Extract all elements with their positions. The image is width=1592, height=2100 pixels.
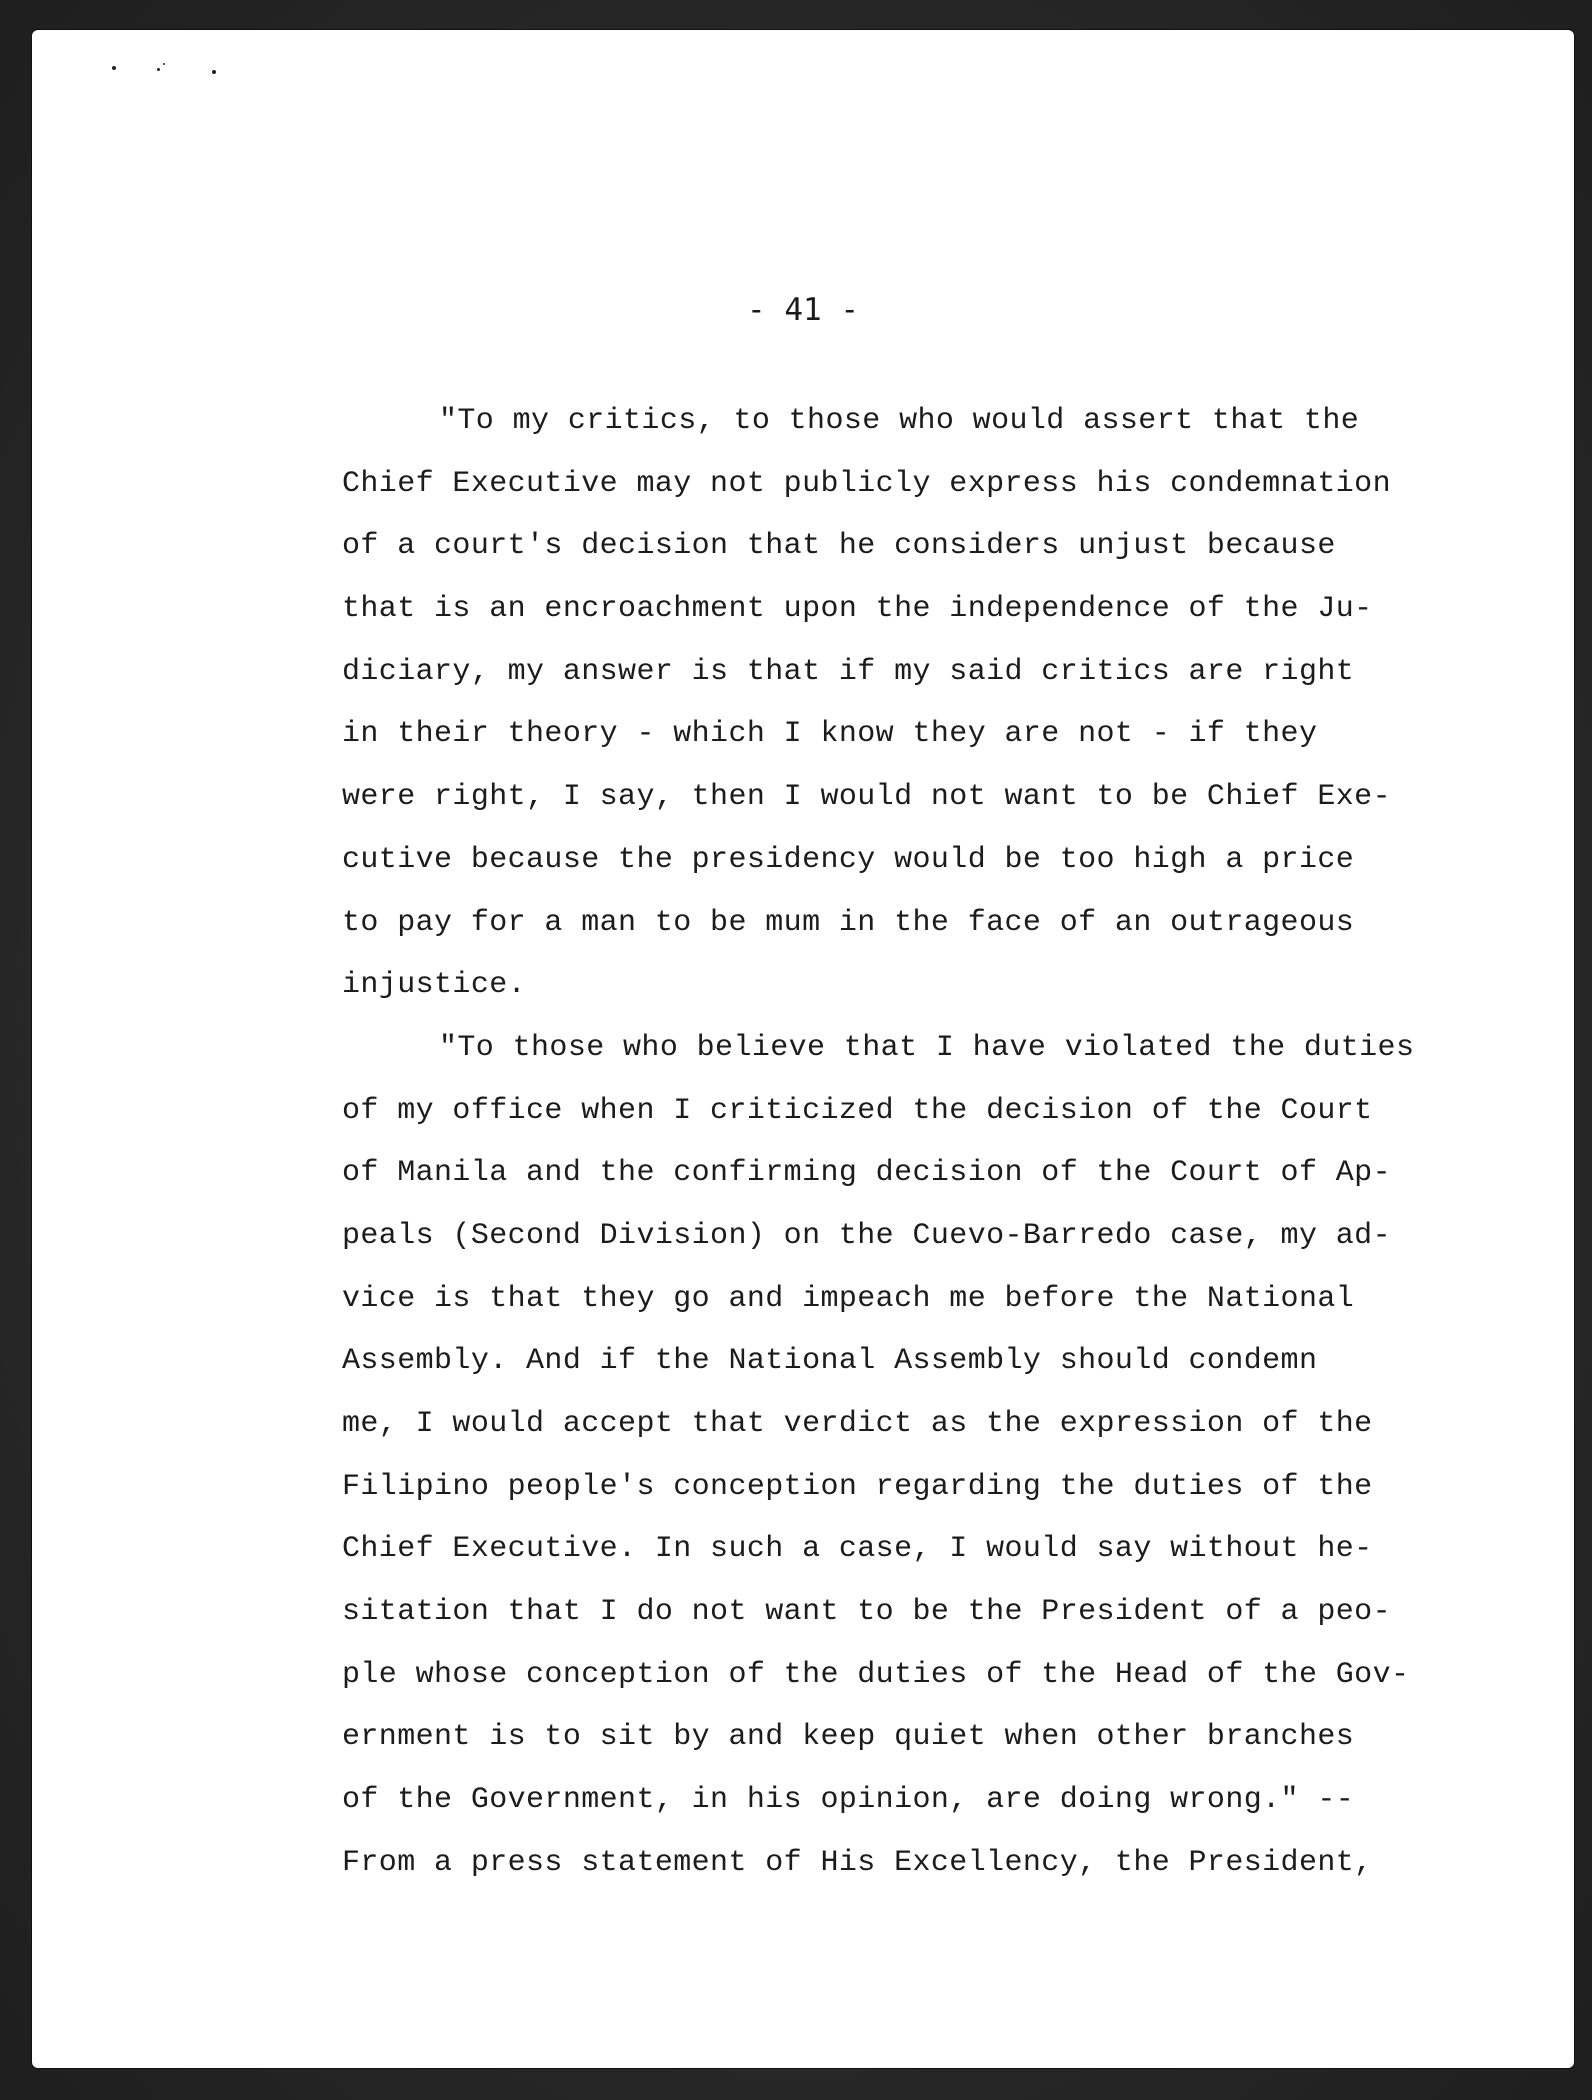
text-line: Filipino people's conception regarding the duties of the bbox=[342, 1469, 1373, 1504]
ink-speck bbox=[157, 68, 160, 71]
text-line: peals (Second Division) on the Cuevo-Barredo case, my ad- bbox=[342, 1218, 1391, 1253]
text-line: of a court's decision that he considers unjust because bbox=[342, 529, 1336, 564]
text-line: diciary, my answer is that if my said critics are right bbox=[342, 654, 1355, 689]
text-line: injustice. bbox=[342, 968, 527, 1003]
text-line: "To my critics, to those who would assert that the bbox=[439, 404, 1360, 438]
text-line: "To those who believe that I have violated the duties bbox=[439, 1030, 1415, 1065]
text-line: were right, I say, then I would not want to be Chief Exe- bbox=[342, 780, 1391, 815]
text-line: From a press statement of His Excellency, the President, bbox=[342, 1845, 1373, 1880]
text-line: vice is that they go and impeach me before the National bbox=[342, 1281, 1355, 1316]
text-line: Chief Executive. In such a case, I would say without he- bbox=[342, 1532, 1373, 1567]
text-line: of the Government, in his opinion, are doing wrong." -- bbox=[342, 1783, 1355, 1818]
text-line: in their theory - which I know they are not - if they bbox=[342, 717, 1318, 752]
body-text bbox=[342, 390, 1462, 1895]
document-page bbox=[32, 30, 1574, 2068]
text-line: me, I would accept that verdict as the expression of the bbox=[342, 1407, 1373, 1441]
text-line: ernment is to sit by and keep quiet when other branches bbox=[342, 1720, 1355, 1755]
text-line: ple whose conception of the duties of the Head of the Gov- bbox=[342, 1657, 1410, 1692]
text-line: of my office when I criticized the decision of the Court bbox=[342, 1093, 1373, 1128]
ink-speck bbox=[112, 66, 116, 70]
text-line: Chief Executive may not publicly express his condemnation bbox=[342, 466, 1391, 501]
ink-speck bbox=[163, 63, 165, 65]
ink-speck bbox=[212, 70, 216, 74]
page-number: - 41 - bbox=[747, 292, 859, 328]
text-line: cutive because the presidency would be too high a price bbox=[342, 842, 1355, 877]
text-line: sitation that I do not want to be the President of a peo- bbox=[342, 1595, 1391, 1630]
text-line: of Manila and the confirming decision of the Court of Ap- bbox=[342, 1156, 1391, 1191]
text-line: that is an encroachment upon the independence of the Ju- bbox=[342, 592, 1373, 627]
text-line: Assembly. And if the National Assembly should condemn bbox=[342, 1344, 1318, 1379]
text-line: to pay for a man to be mum in the face of an outrageous bbox=[342, 905, 1355, 940]
